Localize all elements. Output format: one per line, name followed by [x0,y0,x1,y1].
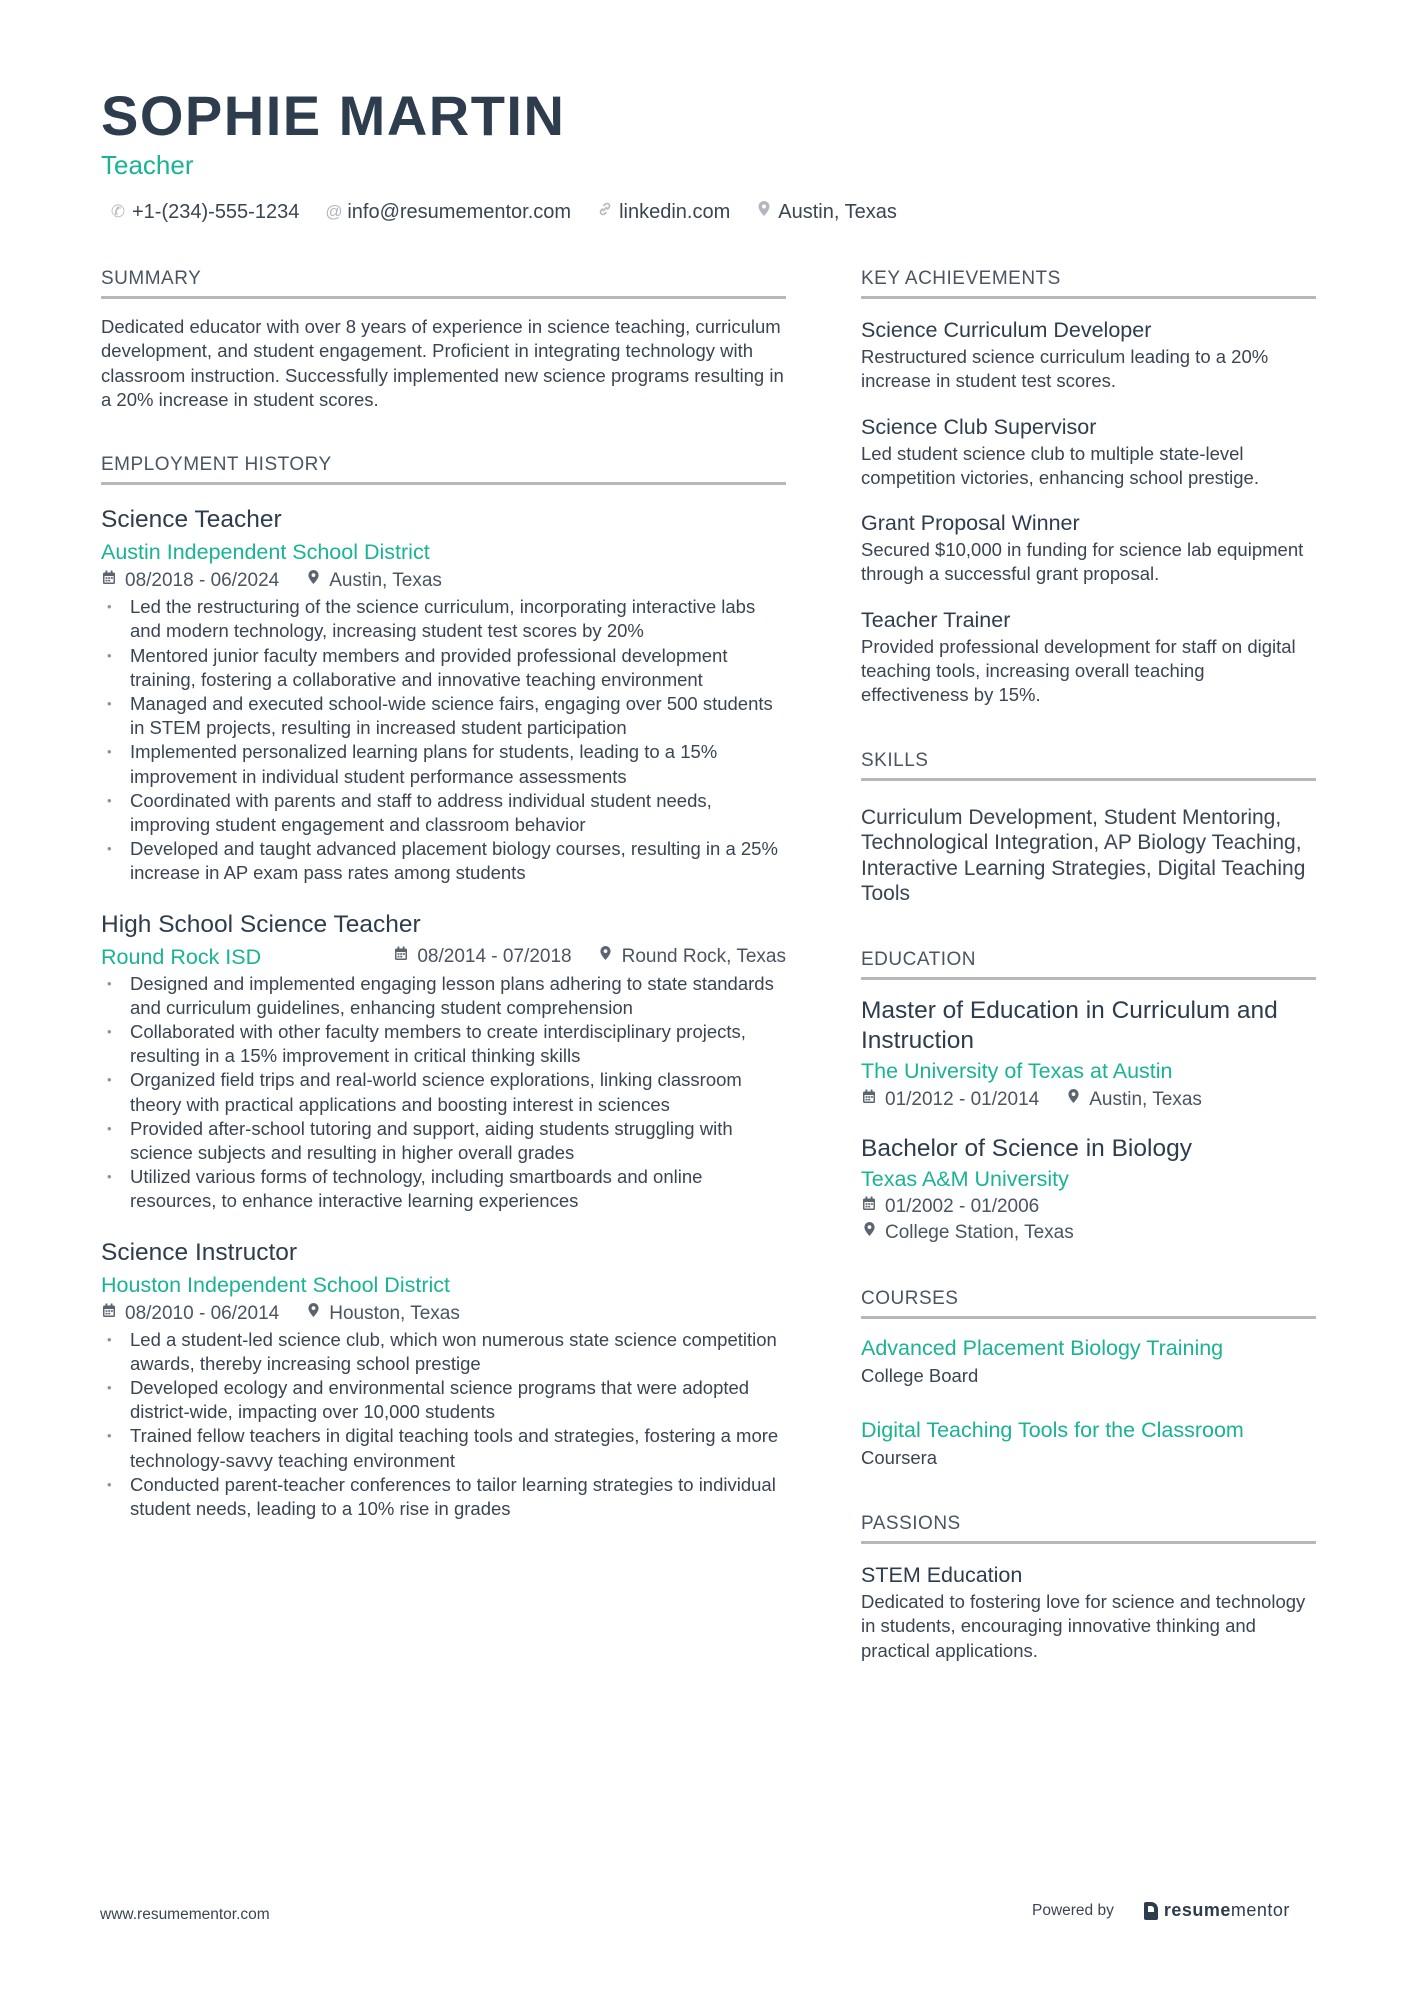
right-column [861,266,1316,1663]
education-dates-row [861,1194,1316,1220]
school-name: The University of Texas at Austin [861,1059,1173,1084]
job-title: High School Science Teacher [101,910,421,938]
location-pin-icon [305,1300,321,1328]
education-dates: 01/2012 - 01/2014 [885,1089,1040,1111]
passion-text: Dedicated to fostering love for science and technology in students, encouraging innovative thinking and practical applications. [861,1591,1306,1661]
summary-text: Dedicated educator with over 8 years of experience in science teaching, curriculum development, and student engagement. Proficient in integrating technology with classroom instruction. Successfully implemented new science programs resulting in a 20% increase in student scores. [101,316,784,410]
degree-title: Bachelor of Science in Biology [861,1135,1192,1163]
brand-name-light: mentor [1230,1900,1290,1920]
job-location: Austin, Texas [329,570,442,592]
job-bullets [101,972,786,1214]
courses-heading: COURSES [861,1286,1316,1319]
contact-linkedin[interactable] [597,198,730,226]
job-meta [101,567,786,595]
education-location: College Station, Texas [885,1222,1074,1244]
job-location: Round Rock, Texas [621,945,786,967]
job-entry [101,1236,786,1522]
job-dates: 08/2014 - 07/2018 [417,945,572,967]
achievements-heading: KEY ACHIEVEMENTS [861,266,1316,299]
contact-linkedin-text[interactable]: linkedin.com [619,201,731,223]
achievement-item [861,605,1316,708]
course-title: Advanced Placement Biology Training [861,1336,1224,1361]
achievement-text: Restructured science curriculum leading to a 20% increase in student test scores. [861,346,1269,392]
achievement-title: Science Curriculum Developer [861,318,1152,342]
achievement-text: Led student science club to multiple state-level competition victories, enhancing school prestige. [861,442,1259,488]
passions-heading: PASSIONS [861,1511,1316,1544]
passion-title: STEM Education [861,1563,1023,1588]
summary-section [101,266,786,412]
candidate-name: SOPHIE MARTIN [101,84,566,147]
list-item: • Implemented personalized learning plans for students, leading to a 15% improvement in individual student performance assessments [101,740,786,788]
left-column [101,266,786,1521]
job-bullets [101,1328,786,1522]
phone-icon: ✆ [110,202,126,221]
course-title: Digital Teaching Tools for the Classroom [861,1418,1244,1443]
achievement-title: Grant Proposal Winner [861,511,1080,536]
candidate-role: Teacher [101,150,194,180]
education-section [861,947,1316,1246]
summary-heading: SUMMARY [101,266,786,299]
job-organization: Houston Independent School District [101,1272,450,1297]
list-item: • Managed and executed school-wide science fairs, engaging over 500 students in STEM projects, resulting in increased student participation [101,692,786,740]
powered-by-label: Powered by [1032,1901,1114,1919]
link-icon [597,198,613,226]
brand-logo[interactable] [1144,1900,1290,1921]
education-location: Austin, Texas [1089,1089,1202,1111]
courses-section [861,1286,1316,1471]
job-title: Science Instructor [101,1238,298,1266]
location-pin-icon [305,567,321,595]
achievement-text: Secured $10,000 in funding for science lab equipment through a successful grant proposal. [861,539,1304,585]
course-provider: Coursera [861,1447,938,1469]
passions-section [861,1511,1316,1663]
location-pin-icon [598,943,614,971]
job-meta [101,942,786,972]
achievement-item [861,508,1316,587]
contact-location [756,198,897,226]
skills-text: Curriculum Development, Student Mentoring, Technological Integration, AP Biology Teaching, Interactive Learning Strategies, Digital Teaching Tools [861,805,1306,906]
job-dates: 08/2010 - 06/2014 [125,1302,280,1324]
calendar-icon [861,1194,877,1220]
education-location-row [861,1220,1316,1246]
list-item: • Trained fellow teachers in digital teaching tools and strategies, fostering a more technology-savvy teaching environment [101,1424,786,1472]
achievement-item [861,315,1316,394]
job-dates: 08/2018 - 06/2024 [125,570,280,592]
resumementor-logo-icon [1144,1902,1158,1920]
job-entry [101,503,786,885]
at-icon: @ [325,202,343,221]
list-item: • Developed ecology and environmental science programs that were adopted district-wide, impacting over 10,000 students [101,1376,786,1424]
education-meta [861,1086,1316,1114]
list-item: • Conducted parent-teacher conferences to tailor learning strategies to individual student needs, leading to a 10% rise in grades [101,1473,786,1521]
calendar-icon [393,943,409,971]
skills-heading: SKILLS [861,748,1316,781]
job-bullets [101,595,786,885]
skills-section [861,748,1316,907]
list-item: • Utilized various forms of technology, including smartboards and online resources, to enhance interactive learning experiences [101,1165,786,1213]
contact-phone [110,198,299,226]
job-organization: Austin Independent School District [101,540,430,565]
course-item [861,1333,1316,1389]
location-pin-icon [756,198,772,226]
list-item: • Led the restructuring of the science curriculum, incorporating interactive labs and modern technology, increasing student test scores by 20% [101,595,786,643]
location-pin-icon [1065,1086,1081,1114]
calendar-icon [861,1086,877,1114]
course-provider: College Board [861,1365,979,1387]
list-item: • Mentored junior faculty members and provided professional development training, fostering a collaborative and innovative teaching environment [101,644,786,692]
list-item: • Organized field trips and real-world science explorations, linking classroom theory with practical applications and boosting interest in sciences [101,1068,786,1116]
contact-location-text: Austin, Texas [778,201,897,223]
job-title: Science Teacher [101,506,282,534]
achievement-title: Science Club Supervisor [861,414,1097,439]
brand-name-bold: resume [1163,1900,1231,1920]
education-item [861,996,1316,1114]
list-item: • Led a student-led science club, which won numerous state science competition awards, thereby increasing school prestige [101,1328,786,1376]
list-item: • Designed and implemented engaging lesson plans adhering to state standards and curriculum guidelines, enhancing student comprehension [101,972,786,1020]
contact-phone-text: +1-(234)-555-1234 [132,201,300,223]
list-item: • Developed and taught advanced placement biology courses, resulting in a 25% increase in AP exam pass rates among students [101,837,786,885]
location-pin-icon [861,1220,877,1246]
list-item: • Collaborated with other faculty members to create interdisciplinary projects, resulting in a 15% improvement in critical thinking skills [101,1020,786,1068]
job-meta [101,1300,786,1328]
calendar-icon [101,1300,117,1328]
achievements-section [861,266,1316,708]
job-location: Houston, Texas [329,1302,460,1324]
passion-item [861,1560,1316,1663]
school-name: Texas A&M University [861,1167,1069,1192]
education-dates: 01/2002 - 01/2006 [885,1196,1040,1218]
degree-title: Master of Education in Curriculum and Instruction [861,997,1278,1055]
contact-email[interactable] [325,198,571,226]
education-item [861,1134,1316,1246]
footer-branding [1032,1900,1290,1921]
employment-heading: EMPLOYMENT HISTORY [101,452,786,485]
contact-bar [110,198,923,226]
contact-email-text[interactable]: info@resumementor.com [347,201,572,223]
employment-section [101,452,786,1521]
achievement-item [861,412,1316,491]
job-entry [101,908,786,1214]
achievement-text: Provided professional development for staff on digital teaching tools, increasing overall teaching effectiveness by 15%. [861,635,1296,706]
job-organization: Round Rock ISD [101,944,262,969]
course-item [861,1415,1316,1471]
list-item: • Provided after-school tutoring and support, aiding students struggling with science subjects and resulting in higher overall grades [101,1117,786,1165]
footer-website[interactable]: www.resumementor.com [100,1906,270,1923]
education-heading: EDUCATION [861,947,1316,980]
list-item: • Coordinated with parents and staff to address individual student needs, improving student engagement and classroom behavior [101,789,786,837]
calendar-icon [101,567,117,595]
achievement-title: Teacher Trainer [861,607,1011,632]
